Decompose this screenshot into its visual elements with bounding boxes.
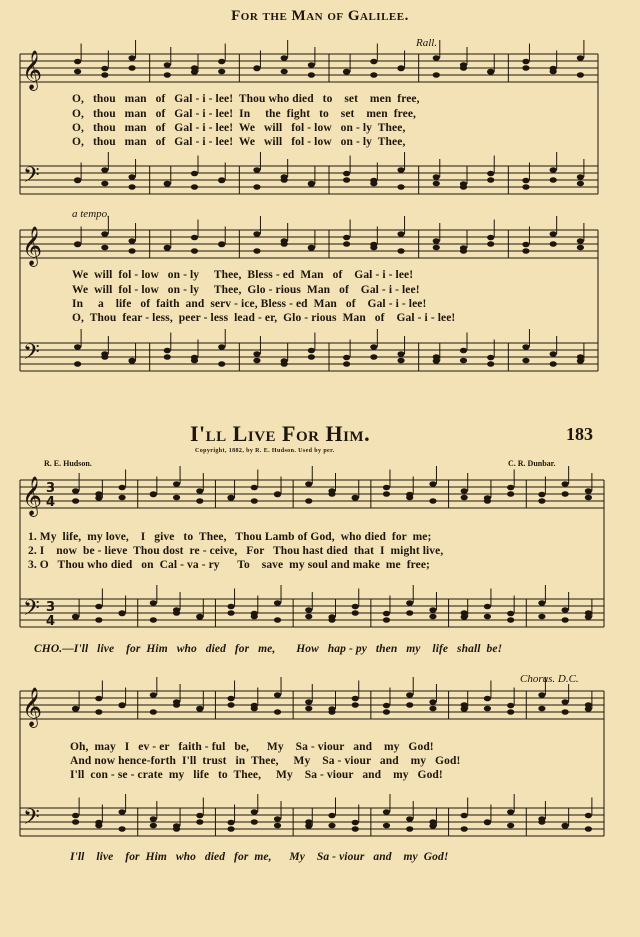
note-head xyxy=(274,823,281,829)
note-head xyxy=(118,495,125,501)
note-head xyxy=(281,361,288,367)
note-head xyxy=(538,614,545,620)
note-head xyxy=(308,72,315,78)
hymn1-title: For the Man of Galilee. xyxy=(231,8,409,24)
note-head xyxy=(95,617,102,623)
note-head xyxy=(585,826,592,832)
note-head xyxy=(460,184,467,190)
note-head xyxy=(352,820,359,826)
note-head xyxy=(173,702,180,708)
note-head xyxy=(406,610,413,616)
note-head xyxy=(118,809,125,815)
note-head xyxy=(484,604,491,610)
hymn2-row1-verse1: 1. My life, my love, I give to Thee, Thou Lamb of God, who died for me; xyxy=(28,531,432,543)
note-head xyxy=(429,498,436,504)
note-head xyxy=(507,491,514,497)
note-head xyxy=(487,69,494,75)
note-head xyxy=(274,692,281,698)
hymn1-row2-verse1: We will fol - low on - ly Thee, Bless - ed Man of Gal - i - lee! xyxy=(72,269,414,281)
note-head xyxy=(370,245,377,251)
note-head xyxy=(150,709,157,715)
hymn1-row2-verse4: O, Thou fear - less, peer - less lead - er, Glo - rious Man of Gal - i - lee! xyxy=(72,312,456,324)
note-head xyxy=(128,55,135,61)
note-head xyxy=(550,177,557,183)
note-head xyxy=(522,184,529,190)
note-head xyxy=(550,167,557,173)
note-head xyxy=(562,823,569,829)
note-head xyxy=(150,816,157,822)
hymn2-row1-verse2: 2. I now be - lieve Thou dost re - ceive, For Thou hast died that I might live, xyxy=(28,545,444,557)
note-head xyxy=(305,614,312,620)
note-head xyxy=(253,167,260,173)
note-head xyxy=(128,184,135,190)
note-head xyxy=(484,706,491,712)
note-head xyxy=(370,354,377,360)
time-signature: 4 xyxy=(46,495,56,510)
note-head xyxy=(370,181,377,187)
note-head xyxy=(251,614,258,620)
note-head xyxy=(406,816,413,822)
note-head xyxy=(128,238,135,244)
note-head xyxy=(191,248,198,254)
note-head xyxy=(585,610,592,616)
note-head xyxy=(461,702,468,708)
note-head xyxy=(95,604,102,610)
note-head xyxy=(253,351,260,357)
note-head xyxy=(577,55,584,61)
note-head xyxy=(191,171,198,177)
rall-mark: Rall. xyxy=(416,37,438,49)
note-head xyxy=(522,59,529,65)
note-head xyxy=(397,351,404,357)
note-head xyxy=(562,709,569,715)
note-head xyxy=(383,617,390,623)
hymn2-bottom-bass-lyric: I'll live for Him who died for me, My Sa - viour and my God! xyxy=(70,851,449,863)
note-head xyxy=(383,485,390,491)
note-head xyxy=(95,823,102,829)
note-head xyxy=(95,696,102,702)
note-head xyxy=(433,181,440,187)
note-head xyxy=(150,617,157,623)
note-head xyxy=(522,65,529,71)
note-head xyxy=(305,819,312,825)
note-head xyxy=(484,819,491,825)
note-head xyxy=(343,177,350,183)
note-head xyxy=(128,174,135,180)
note-head xyxy=(429,819,436,825)
note-head xyxy=(487,241,494,247)
note-head xyxy=(538,600,545,606)
note-head xyxy=(352,495,359,501)
note-head xyxy=(406,600,413,606)
note-head xyxy=(484,696,491,702)
note-head xyxy=(164,354,171,360)
note-head xyxy=(429,706,436,712)
note-head xyxy=(191,184,198,190)
note-head xyxy=(562,607,569,613)
bass-clef-icon: 𝄢 xyxy=(23,596,40,626)
note-head xyxy=(305,607,312,613)
note-head xyxy=(522,344,529,350)
note-head xyxy=(305,699,312,705)
note-head xyxy=(274,491,281,497)
note-head xyxy=(305,481,312,487)
note-head xyxy=(196,813,203,819)
note-head xyxy=(101,167,108,173)
note-head xyxy=(74,361,81,367)
note-head xyxy=(429,699,436,705)
note-head xyxy=(218,59,225,65)
note-head xyxy=(308,354,315,360)
note-head xyxy=(460,348,467,354)
note-head xyxy=(562,491,569,497)
note-head xyxy=(397,358,404,364)
a-tempo-mark: a tempo. xyxy=(72,208,110,220)
note-head xyxy=(507,617,514,623)
note-head xyxy=(150,491,157,497)
note-head xyxy=(251,809,258,815)
note-head xyxy=(406,495,413,501)
note-head xyxy=(507,611,514,617)
note-head xyxy=(191,358,198,364)
note-head xyxy=(227,696,234,702)
note-head xyxy=(281,241,288,247)
note-head xyxy=(74,344,81,350)
note-head xyxy=(101,245,108,251)
note-head xyxy=(308,181,315,187)
time-signature: 4 xyxy=(46,614,56,629)
note-head xyxy=(191,65,198,71)
note-head xyxy=(383,823,390,829)
note-head xyxy=(328,491,335,497)
note-head xyxy=(370,72,377,78)
note-head xyxy=(484,498,491,504)
note-head xyxy=(196,819,203,825)
note-head xyxy=(577,174,584,180)
note-head xyxy=(251,485,258,491)
note-head xyxy=(164,72,171,78)
note-head xyxy=(484,614,491,620)
note-head xyxy=(429,607,436,613)
note-head xyxy=(150,600,157,606)
note-head xyxy=(218,69,225,75)
note-head xyxy=(562,699,569,705)
note-head xyxy=(101,72,108,78)
note-head xyxy=(585,702,592,708)
note-head xyxy=(352,826,359,832)
note-head xyxy=(281,177,288,183)
note-head xyxy=(118,610,125,616)
note-head xyxy=(460,65,467,71)
note-head xyxy=(577,72,584,78)
note-head xyxy=(173,610,180,616)
note-head xyxy=(397,184,404,190)
note-head xyxy=(173,826,180,832)
hymn1-row1-verse1: O, thou man of Gal - i - lee! Thou who died to set men free, xyxy=(72,93,420,105)
note-head xyxy=(328,823,335,829)
note-head xyxy=(72,498,79,504)
hymn1-row2-verse2: We will fol - low on - ly Thee, Glo - rious Man of Gal - i - lee! xyxy=(72,284,420,296)
note-head xyxy=(397,65,404,71)
note-head xyxy=(128,248,135,254)
note-head xyxy=(429,481,436,487)
note-head xyxy=(227,495,234,501)
note-head xyxy=(433,354,440,360)
note-head xyxy=(550,351,557,357)
note-head xyxy=(461,495,468,501)
note-head xyxy=(274,709,281,715)
note-head xyxy=(538,492,545,498)
note-head xyxy=(370,59,377,65)
note-head xyxy=(406,692,413,698)
note-head xyxy=(281,55,288,61)
note-head xyxy=(164,348,171,354)
note-head xyxy=(305,498,312,504)
note-head xyxy=(562,481,569,487)
note-head xyxy=(433,174,440,180)
note-head xyxy=(460,358,467,364)
note-head xyxy=(274,816,281,822)
hymn2-row1-verse3: 3. O Thou who died on Cal - va - ry To save my soul and make me free; xyxy=(28,559,430,571)
note-head xyxy=(101,181,108,187)
note-head xyxy=(406,826,413,832)
note-head xyxy=(196,498,203,504)
note-head xyxy=(397,231,404,237)
note-head xyxy=(72,813,79,819)
note-head xyxy=(352,702,359,708)
note-head xyxy=(507,709,514,715)
note-head xyxy=(101,354,108,360)
hymn1-row1-verse3: O, thou man of Gal - i - lee! We will fol - low on - ly Thee, xyxy=(72,122,406,134)
note-head xyxy=(577,238,584,244)
note-head xyxy=(196,488,203,494)
note-head xyxy=(487,355,494,361)
note-head xyxy=(507,809,514,815)
note-head xyxy=(352,604,359,610)
note-head xyxy=(577,181,584,187)
note-head xyxy=(328,709,335,715)
copyright-line: Copyright, 1882, by R. E. Hudson. Used by per. xyxy=(195,448,335,454)
composer-credit: R. E. Hudson. xyxy=(44,459,92,468)
treble-clef-icon: 𝄞 xyxy=(22,476,43,516)
hymn2-row2-verse3: I'll con - se - crate my life to Thee, My Sa - viour and my God! xyxy=(70,769,443,781)
note-head xyxy=(370,344,377,350)
note-head xyxy=(251,819,258,825)
note-head xyxy=(101,66,108,72)
treble-clef-icon: 𝄞 xyxy=(22,50,43,90)
note-head xyxy=(74,177,81,183)
hymn1-row2-verse3: In a life of faith and serv - ice, Bless - ed Man of Gal - i - lee! xyxy=(72,298,427,310)
note-head xyxy=(118,826,125,832)
note-head xyxy=(196,706,203,712)
note-head xyxy=(343,235,350,241)
note-head xyxy=(522,248,529,254)
bass-clef-icon: 𝄢 xyxy=(23,805,40,835)
note-head xyxy=(429,614,436,620)
note-head xyxy=(383,491,390,497)
bass-clef-icon: 𝄢 xyxy=(23,163,40,193)
note-head xyxy=(191,235,198,241)
note-head xyxy=(538,819,545,825)
note-head xyxy=(74,69,81,75)
hymn2-title: I'll Live For Him. xyxy=(190,421,371,446)
note-head xyxy=(585,495,592,501)
note-head xyxy=(507,823,514,829)
note-head xyxy=(173,495,180,501)
note-head xyxy=(128,358,135,364)
note-head xyxy=(253,248,260,254)
note-head xyxy=(173,481,180,487)
note-head xyxy=(74,59,81,65)
hymn2-chorus-bass-lyric: CHO.—I'll live for Him who died for me, How hap - py then my life shall be! xyxy=(34,643,503,655)
note-head xyxy=(507,703,514,709)
note-head xyxy=(383,703,390,709)
note-head xyxy=(522,358,529,364)
note-head xyxy=(487,235,494,241)
note-head xyxy=(308,348,315,354)
note-head xyxy=(150,692,157,698)
note-head xyxy=(562,617,569,623)
note-head xyxy=(253,358,260,364)
note-head xyxy=(251,498,258,504)
hymn1-row1-verse2: O, thou man of Gal - i - lee! In the fight to set men free, xyxy=(72,108,417,120)
note-head xyxy=(343,241,350,247)
note-head xyxy=(251,706,258,712)
note-head xyxy=(352,610,359,616)
note-head xyxy=(328,617,335,623)
note-head xyxy=(305,706,312,712)
note-head xyxy=(308,245,315,251)
note-head xyxy=(383,809,390,815)
note-head xyxy=(218,177,225,183)
note-head xyxy=(352,696,359,702)
note-head xyxy=(74,241,81,247)
note-head xyxy=(550,69,557,75)
note-head xyxy=(397,248,404,254)
note-head xyxy=(507,485,514,491)
note-head xyxy=(328,813,335,819)
note-head xyxy=(538,498,545,504)
note-head xyxy=(72,819,79,825)
note-head xyxy=(343,69,350,75)
bass-clef-icon: 𝄢 xyxy=(23,340,40,370)
note-head xyxy=(487,177,494,183)
note-head xyxy=(95,491,102,497)
note-head xyxy=(343,171,350,177)
note-head xyxy=(433,72,440,78)
note-head xyxy=(253,65,260,71)
note-head xyxy=(461,826,468,832)
note-head xyxy=(101,231,108,237)
note-head xyxy=(227,702,234,708)
note-head xyxy=(72,614,79,620)
note-head xyxy=(538,706,545,712)
note-head xyxy=(550,241,557,247)
note-head xyxy=(95,709,102,715)
note-head xyxy=(164,245,171,251)
note-head xyxy=(433,245,440,251)
note-head xyxy=(343,361,350,367)
note-head xyxy=(577,245,584,251)
note-head xyxy=(218,241,225,247)
note-head xyxy=(538,692,545,698)
note-head xyxy=(461,488,468,494)
note-head xyxy=(433,238,440,244)
note-head xyxy=(461,610,468,616)
note-head xyxy=(227,826,234,832)
chorus-dc-mark: Chorus. D.C. xyxy=(520,673,579,685)
note-head xyxy=(487,171,494,177)
note-head xyxy=(196,614,203,620)
note-head xyxy=(218,344,225,350)
note-head xyxy=(383,709,390,715)
note-head xyxy=(585,813,592,819)
note-head xyxy=(164,181,171,187)
note-head xyxy=(227,610,234,616)
note-head xyxy=(164,62,171,68)
note-head xyxy=(461,813,468,819)
hymn-number: 183 xyxy=(566,424,593,444)
note-head xyxy=(128,65,135,71)
note-head xyxy=(550,361,557,367)
note-head xyxy=(522,178,529,184)
note-head xyxy=(487,361,494,367)
note-head xyxy=(522,242,529,248)
note-head xyxy=(585,488,592,494)
note-head xyxy=(343,355,350,361)
hymn2-row2-verse1: Oh, may I ev - er faith - ful be, My Sa - viour and my God! xyxy=(70,741,434,753)
time-signature: 3 xyxy=(46,481,56,496)
note-head xyxy=(118,702,125,708)
note-head xyxy=(72,488,79,494)
note-head xyxy=(383,611,390,617)
note-head xyxy=(218,361,225,367)
note-head xyxy=(397,167,404,173)
author-credit: C. R. Dunbar. xyxy=(508,459,556,468)
note-head xyxy=(150,823,157,829)
note-head xyxy=(72,706,79,712)
treble-clef-icon: 𝄞 xyxy=(22,687,43,727)
note-head xyxy=(274,617,281,623)
note-head xyxy=(406,702,413,708)
note-head xyxy=(550,231,557,237)
hymn2-row2-verse2: And now hence-forth I'll trust in Thee, My Sa - viour and my God! xyxy=(70,755,461,767)
note-head xyxy=(433,55,440,61)
note-head xyxy=(227,820,234,826)
note-head xyxy=(308,62,315,68)
note-head xyxy=(227,604,234,610)
time-signature: 3 xyxy=(46,600,56,615)
note-head xyxy=(118,485,125,491)
treble-clef-icon: 𝄞 xyxy=(22,226,43,266)
note-head xyxy=(577,354,584,360)
note-head xyxy=(281,69,288,75)
note-head xyxy=(253,231,260,237)
hymn1-row1-verse4: O, thou man of Gal - i - lee! We will fol - low on - ly Thee, xyxy=(72,136,406,148)
note-head xyxy=(460,248,467,254)
note-head xyxy=(253,184,260,190)
note-head xyxy=(274,600,281,606)
